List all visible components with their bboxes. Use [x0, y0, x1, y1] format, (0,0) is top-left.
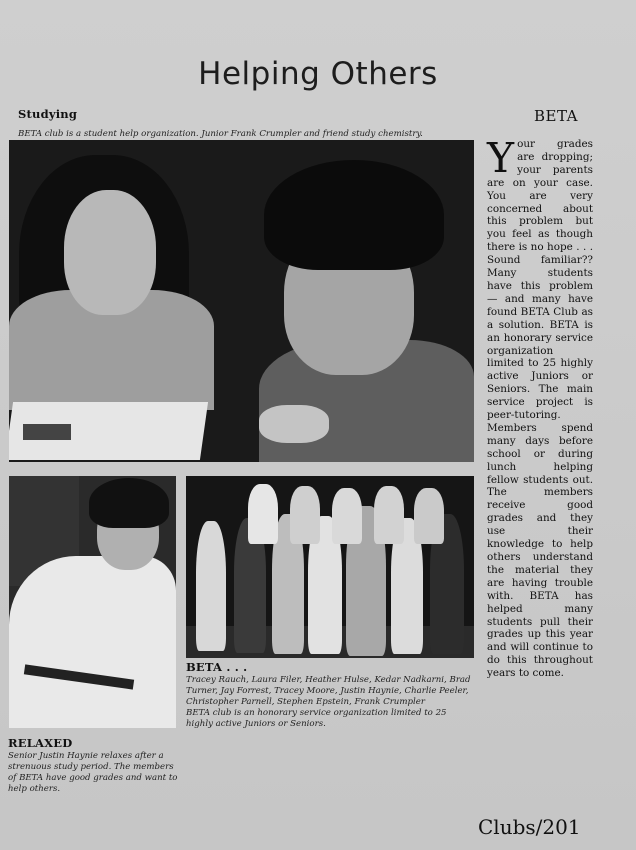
studying-heading: Studying — [18, 107, 78, 121]
page-title: Helping Others — [198, 56, 438, 92]
page-folio: Clubs/201 — [478, 815, 581, 839]
beta-group-photo — [186, 476, 474, 658]
beta-group-caption-block — [186, 660, 476, 730]
studying-caption-block — [18, 107, 488, 140]
relaxed-caption: Senior Justin Haynie relaxes after a strenuous study period. The members of BETA have good grades and want to help others. — [8, 751, 178, 794]
relaxed-photo — [9, 476, 176, 728]
beta-group-caption: BETA club is an honorary service organization limited to 25 highly active Juniors or Seniors. — [186, 708, 447, 729]
beta-group-heading: BETA . . . — [186, 660, 248, 674]
beta-group-names: Tracey Rauch, Laura Filer, Heather Hulse, Kedar Nadkarni, Brad Turner, Jay Forrest, Tracey Moore, Justin Haynie, Charlie Peeler, Christopher Parnell, Stephen Epstein, Frank Crumpler — [186, 675, 471, 707]
sidebar-dropcap: Y — [487, 134, 515, 182]
studying-photo — [9, 140, 474, 462]
sidebar-body-text: our grades are dropping; your parents are on your case. You are very concerned about this problem but you feel as though there is no hope . . . Sound familiar?? Many students have this problem — and many have found BETA Club as a solution. BETA is an honorary service organization limited to 25 highly active Juniors or Seniors. The main service project is peer-tutoring. Members spend many days before school or during lunch helping fellow students out. The members receive good grades and they use their knowledge to help others understand the material they are having trouble with. BETA has helped many students pull their grades up this year and will continue to do this throughout years to come. — [487, 138, 593, 680]
sidebar-heading: BETA — [534, 107, 578, 125]
sidebar-article — [487, 134, 593, 680]
studying-caption: BETA club is a student help organization. Junior Frank Crumpler and friend study chemistry. — [18, 129, 423, 139]
relaxed-caption-block — [8, 736, 178, 795]
relaxed-heading: RELAXED — [8, 736, 73, 750]
